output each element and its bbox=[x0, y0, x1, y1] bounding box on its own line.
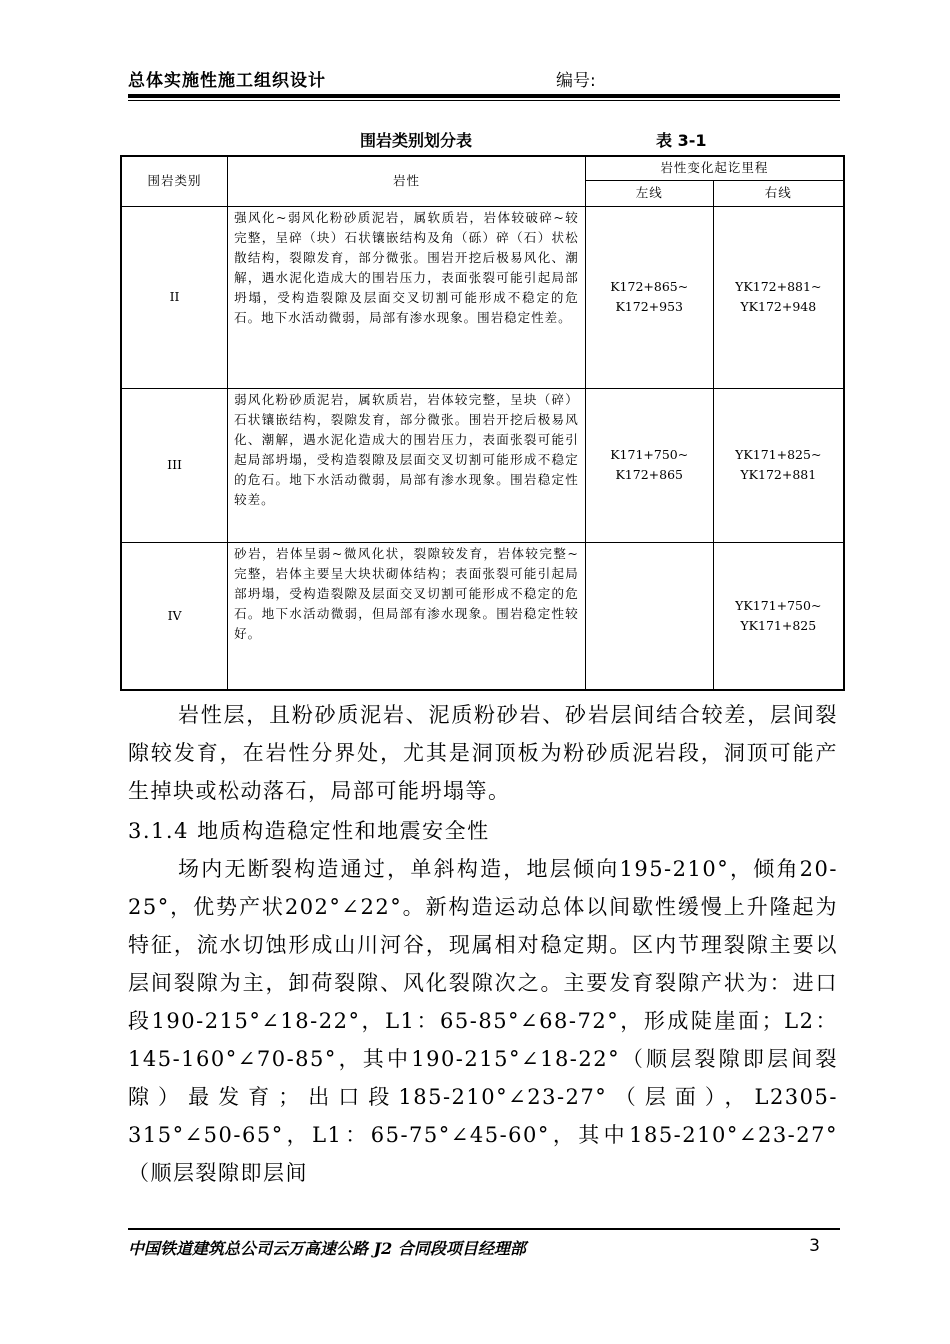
right-mileage-start: YK171+825~ bbox=[735, 447, 822, 462]
left-mileage-cell bbox=[585, 206, 713, 388]
right-mileage-cell bbox=[713, 542, 844, 690]
left-mileage-start: K172+865~ bbox=[610, 279, 689, 294]
lithology-cell: 弱风化粉砂质泥岩，属软质岩，岩体较完整，呈块（碎）石状镶嵌结构，裂隙发育，部分微张。围岩开挖后极易风化、潮解，遇水泥化造成大的围岩压力，表面张裂可能引起局部坍塌，受构造裂隙及层面交叉切割可能形成不稳定的危石。地下水活动微弱，局部有渗水现象。围岩稳定性较差。 bbox=[228, 388, 586, 542]
left-mileage-end: K172+953 bbox=[615, 299, 683, 314]
left-mileage-end: K172+865 bbox=[615, 467, 683, 482]
table-title: 围岩类别划分表 bbox=[360, 131, 473, 150]
header-rule-thick bbox=[128, 94, 840, 98]
header-rule-thin bbox=[128, 100, 840, 101]
right-mileage-end: YK172+881 bbox=[740, 467, 817, 482]
right-mileage-end: YK171+825 bbox=[740, 617, 817, 633]
header-right-line: 右线 bbox=[713, 180, 844, 206]
header-lithology: 岩性 bbox=[228, 156, 586, 206]
table-row bbox=[121, 206, 844, 388]
right-mileage-cell bbox=[713, 388, 844, 542]
section-heading: 3.1.4 地质构造稳定性和地震安全性 bbox=[128, 819, 490, 843]
left-mileage-cell bbox=[585, 542, 713, 690]
right-mileage-start: YK171+750~ bbox=[735, 597, 822, 613]
left-mileage-start: K171+750~ bbox=[610, 447, 689, 462]
lithology-cell: 强风化~弱风化粉砂质泥岩，属软质岩，岩体较破碎~较完整，呈碎（块）石状镶嵌结构及角（砾）碎（石）状松散结构，裂隙发育，部分微张。围岩开挖后极易风化、潮解，遇水泥化造成大的围岩压力，表面张裂可能引起局部坍塌，受构造裂隙及层面交叉切割可能形成不稳定的危石。地下水活动微弱，局部有渗水现象。围岩稳定性差。 bbox=[228, 206, 586, 388]
footer-company: 中国铁道建筑总公司云万高速公路 J2 合同段项目经理部 bbox=[128, 1239, 526, 1258]
right-mileage-start: YK172+881~ bbox=[735, 279, 822, 294]
footer-rule bbox=[128, 1228, 840, 1230]
left-mileage-cell bbox=[585, 388, 713, 542]
body-paragraph-geology: 场内无断裂构造通过，单斜构造，地层倾向195-210°，倾角20-25°，优势产状202°∠22°。新构造运动总体以间歇性缓慢上升隆起为特征，流水切蚀形成山川河谷，现属相对稳定期。区内节理裂隙主要以层间裂隙为主，卸荷裂隙、风化裂隙次之。主要发育裂隙产状为：进口段190-215°∠18-22°，L1：65-85°∠68-72°，形成陡崖面；L2：145-160°∠70-85°，其中190-215°∠18-22°（顺层裂隙即层间裂隙）最发育；出口段185-210°∠23-27°（层面），L2305-315°∠50-65°，L1：65-75°∠45-60°，其中185-210°∠23-27°（顺层裂隙即层间 bbox=[128, 857, 838, 1185]
right-mileage-end: YK172+948 bbox=[740, 299, 817, 314]
page-number: 3 bbox=[809, 1236, 820, 1256]
header-category: 围岩类别 bbox=[121, 156, 228, 206]
header-mileage-group: 岩性变化起讫里程 bbox=[585, 156, 844, 180]
category-cell: IV bbox=[121, 542, 228, 690]
body-paragraph-continuation: 岩性层，且粉砂质泥岩、泥质粉砂岩、砂岩层间结合较差，层间裂隙较发育，在岩性分界处，尤其是洞顶板为粉砂质泥岩段，洞顶可能产生掉块或松动落石，局部可能坍塌等。 bbox=[128, 703, 838, 803]
rock-classification-table bbox=[120, 155, 845, 691]
page-footer bbox=[128, 1236, 840, 1266]
table-header-row bbox=[121, 156, 844, 180]
lithology-cell: 砂岩，岩体呈弱~微风化状，裂隙较发育，岩体较完整~完整，岩体主要呈大块状砌体结构；表面张裂可能引起局部坍塌，受构造裂隙及层面交叉切割可能形成不稳定的危石。地下水活动微弱，但局部有渗水现象。围岩稳定性较好。 bbox=[228, 542, 586, 690]
category-cell: II bbox=[121, 206, 228, 388]
table-row bbox=[121, 542, 844, 690]
table-row bbox=[121, 388, 844, 542]
category-cell: III bbox=[121, 388, 228, 542]
document-title: 总体实施性施工组织设计 bbox=[128, 71, 326, 91]
right-mileage-cell bbox=[713, 206, 844, 388]
table-number: 表 3-1 bbox=[656, 131, 707, 150]
header-left-line: 左线 bbox=[585, 180, 713, 206]
document-number-label: 编号: bbox=[556, 71, 596, 91]
